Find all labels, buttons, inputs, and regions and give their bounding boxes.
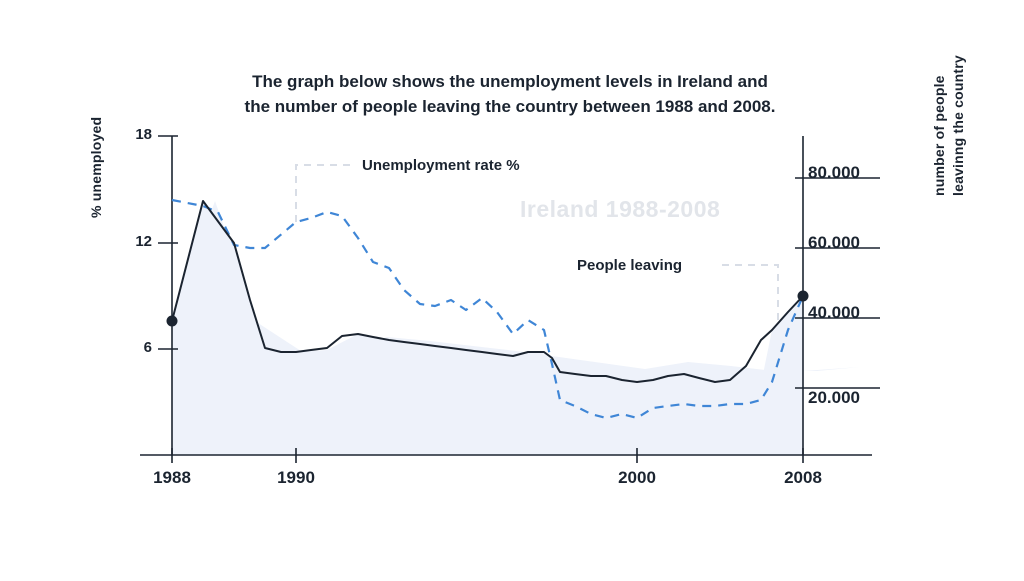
x-tick-label-1988: 1988 [153,468,191,487]
legend-leader-unemployment [296,165,356,222]
left-tick-label-6: 6 [143,339,152,356]
right-tick-label-40000: 40.000 [808,303,860,322]
legend-leader-people-leaving [718,265,778,320]
left-axis-title: % unemployed [88,116,104,218]
right-tick-label-80000: 80.000 [808,163,860,182]
right-tick-label-20000: 20.000 [808,388,860,407]
x-tick-label-2008: 2008 [784,468,822,487]
page-title-line1: The graph below shows the unemployment levels in Ireland and [252,72,768,91]
marker-start-1988 [167,316,178,327]
left-tick-label-12: 12 [135,233,152,250]
legend-label-people-leaving: People leaving [577,257,683,274]
marker-end-2008 [798,291,809,302]
right-axis-title [930,0,968,196]
chart-watermark: Ireland 1988-2008 [520,196,721,222]
x-tick-label-1990: 1990 [277,468,315,487]
left-tick-label-18: 18 [135,126,152,143]
area-fill-body [172,201,803,455]
right-axis-title-line2: leavinng the country [949,55,966,196]
x-tick-label-2000: 2000 [618,468,656,487]
right-axis-title-line1: number of people [931,75,947,196]
right-tick-label-60000: 60.000 [808,233,860,252]
page-title-line2: the number of people leaving the country between 1988 and 2008. [244,96,776,116]
legend-label-unemployment-rate: Unemployment rate % [362,157,520,174]
